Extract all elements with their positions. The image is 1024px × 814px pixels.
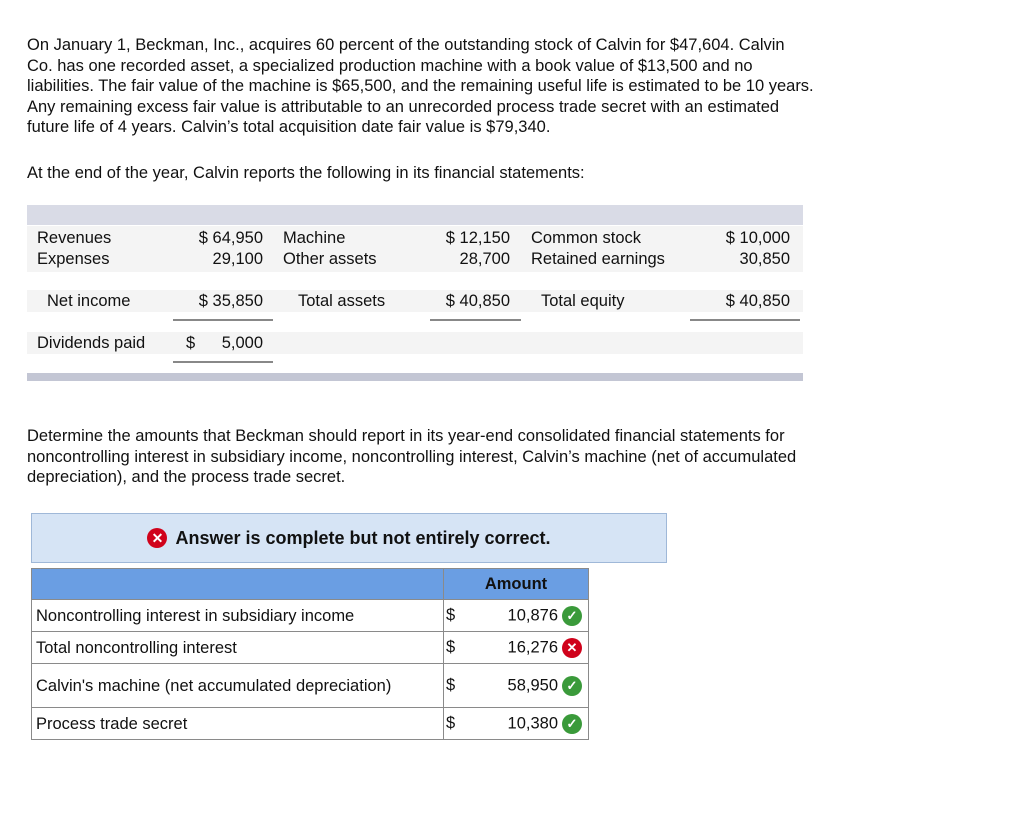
x-mark-icon: ✕ [562,638,582,658]
question-text: Determine the amounts that Beckman should report in its year-end consolidated financial statements for noncontrolling interest in subsidiary income, noncontrolling interest, Calvin’s machine (net of accumulated depreciation), and the process trade secret. [27,427,797,486]
total-assets-value: $ 40,850 [445,292,510,310]
row-label: Calvin's machine (net accumulated depreciation) [32,664,444,708]
amount-cell[interactable] [464,600,589,632]
statement-intro: At the end of the year, Calvin reports the following in its financial statements: [27,164,585,182]
machine-value: $ 12,150 [445,229,510,247]
net-income-label: Net income [47,292,131,310]
answer-header-blank [32,569,444,600]
expenses-value: 29,100 [212,250,263,268]
table-row [32,600,589,632]
total-equity-underline [690,319,800,321]
revenues-label: Revenues [37,229,112,247]
net-income-value: $ 35,850 [198,292,263,310]
currency-symbol: $ [444,708,464,740]
answer-status-text: Answer is complete but not entirely correct. [175,527,551,548]
total-assets-label: Total assets [298,292,386,310]
row-label: Noncontrolling interest in subsidiary income [32,600,444,632]
retained-earnings-label: Retained earnings [531,250,665,268]
answer-status-banner [31,513,667,563]
total-equity-label: Total equity [541,292,625,310]
amount-value[interactable]: 16,276 [507,637,558,656]
dividends-currency: $ [186,334,196,352]
currency-symbol: $ [444,664,464,708]
amount-value[interactable]: 58,950 [507,675,558,694]
table-row [32,708,589,740]
currency-symbol: $ [444,600,464,632]
checkmark-icon: ✓ [562,676,582,696]
common-stock-value: $ 10,000 [725,229,790,247]
statements-row-bg [27,290,803,312]
row-label: Process trade secret [32,708,444,740]
answer-table [31,568,589,740]
x-circle-icon: ✕ [147,528,167,548]
revenues-value: $ 64,950 [198,229,263,247]
retained-earnings-value: 30,850 [739,250,790,268]
amount-cell[interactable] [464,708,589,740]
table-row [32,632,589,664]
total-assets-underline [430,319,521,321]
checkmark-icon: ✓ [562,606,582,626]
checkmark-icon: ✓ [562,714,582,734]
table-row [32,664,589,708]
common-stock-label: Common stock [531,229,642,247]
total-equity-value: $ 40,850 [725,292,790,310]
amount-value[interactable]: 10,380 [507,713,558,732]
currency-symbol: $ [444,632,464,664]
statements-bottom-band [27,373,803,381]
problem-intro: On January 1, Beckman, Inc., acquires 60 percent of the outstanding stock of Calvin for $47,604. Calvin Co. has one recorded asset, a specialized production machine with a book value of $13,500 and no liabilities. The fair value of the machine is $65,500, and the remaining useful life is estimated to be 10 years. Any remaining excess fair value is attributable to an unrecorded process trade secret with an estimated future life of 4 years. Calvin’s total acquisition date fair value is $79,340. [27,36,814,136]
dividends-label: Dividends paid [37,334,146,352]
machine-label: Machine [283,229,346,247]
amount-column-header: Amount [444,569,589,600]
statements-top-band [27,205,803,225]
net-income-underline [173,319,273,321]
other-assets-label: Other assets [283,250,377,268]
dividends-value: 5,000 [221,334,263,352]
statements-row-bg [27,226,803,272]
amount-cell[interactable] [464,632,589,664]
expenses-label: Expenses [37,250,110,268]
amount-cell[interactable] [464,664,589,708]
amount-value[interactable]: 10,876 [507,605,558,624]
dividends-underline [173,361,273,363]
row-label: Total noncontrolling interest [32,632,444,664]
other-assets-value: 28,700 [459,250,510,268]
